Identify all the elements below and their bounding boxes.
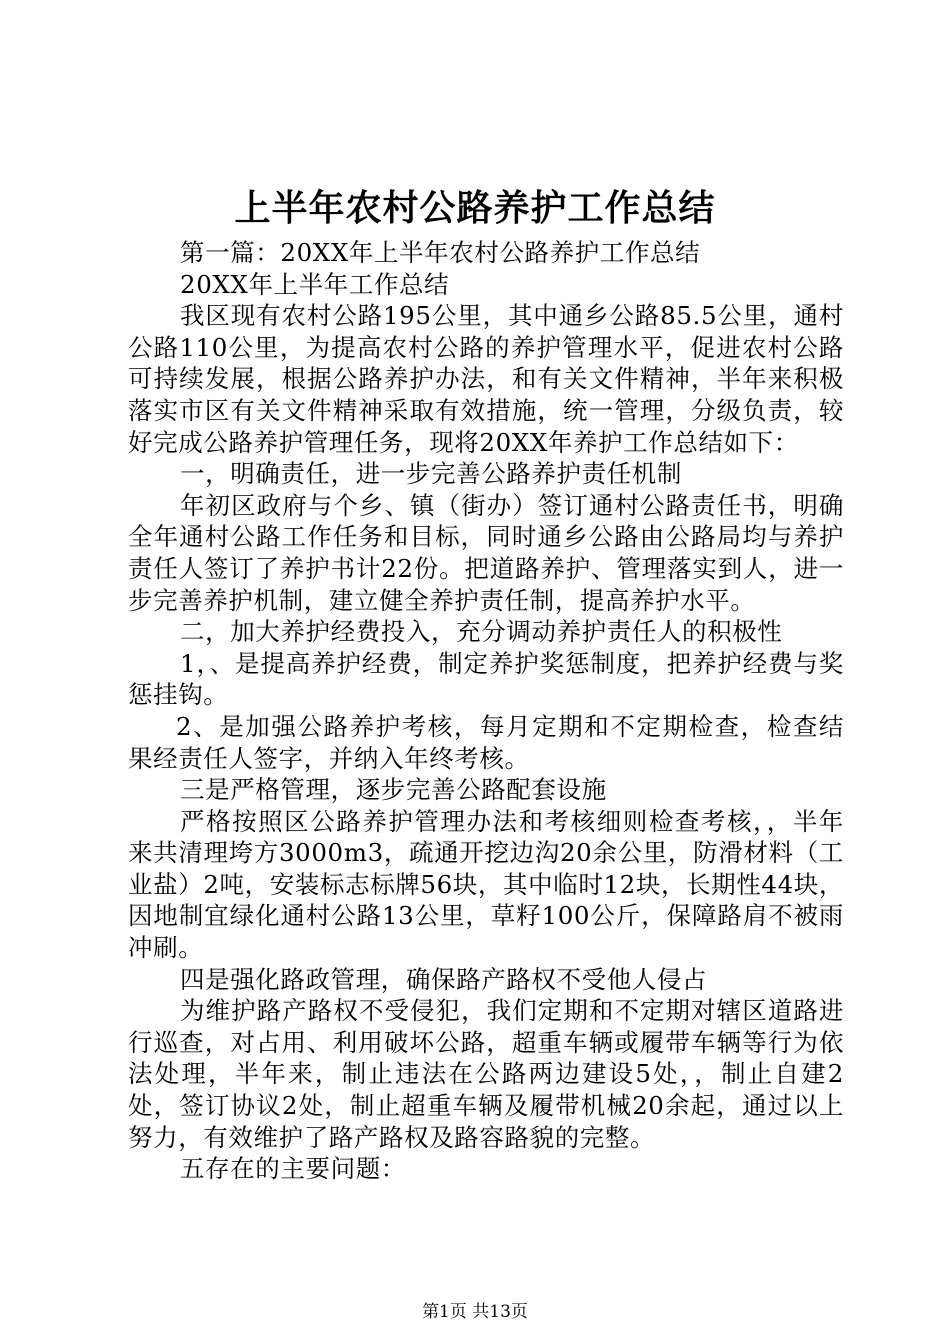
body-paragraph: 严格按照区公路养护管理办法和考核细则检查考核，，半年来共清理垮方3000m3，疏通开挖边沟20余公里，防滑材料（工业盐）2吨，安装标志标牌56块，其中临时12块，长期性44块，因地制宜绿化通村公路13公里，草籽100公斤，保障路肩不被雨冲刷。 bbox=[128, 806, 844, 963]
body-paragraph: 为维护路产路权不受侵犯，我们定期和不定期对辖区道路进行巡查，对占用、利用破坏公路，超重车辆或履带车辆等行为依法处理，半年来，制止违法在公路两边建设5处，，制止自建2处，签订协议2处，制止超重车辆及履带机械20余起，通过以上努力，有效维护了路产路权及路容路貌的完整。 bbox=[128, 996, 844, 1152]
document-title: 上半年农村公路养护工作总结 bbox=[234, 187, 716, 229]
section-heading: 五存在的主要问题： bbox=[180, 1154, 406, 1184]
section-heading: 四是强化路政管理，确保路产路权不受他人侵占 bbox=[180, 964, 708, 994]
body-paragraph: 2、是加强公路养护考核，每月定期和不定期检查，检查结果经责任人签字，并纳入年终考核。 bbox=[128, 711, 844, 773]
body-paragraph: 我区现有农村公路195公里，其中通乡公路85.5公里，通村公路110公里，为提高农村公路的养护管理水平，促进农村公路可持续发展，根据公路养护办法，和有关文件精神，半年来积极落实市区有关文件精神采取有效措施，统一管理，分级负责，较好完成公路养护管理任务，现将20XX年养护工作总结如下： bbox=[128, 301, 844, 457]
section-heading: 第一篇：20XX年上半年农村公路养护工作总结 bbox=[180, 238, 701, 267]
document-body bbox=[128, 237, 844, 1185]
subtitle: 20XX年上半年工作总结 bbox=[180, 269, 450, 299]
section-heading: 二，加大养护经费投入，充分调动养护责任人的积极性 bbox=[180, 617, 783, 647]
page-footer: 第1页 共13页 bbox=[422, 1302, 528, 1322]
body-paragraph: 1，、是提高养护经费，制定养护奖惩制度，把养护经费与奖惩挂钩。 bbox=[128, 648, 844, 710]
body-paragraph: 年初区政府与个乡、镇（街办）签订通村公路责任书，明确全年通村公路工作任务和目标，同时通乡公路由公路局均与养护责任人签订了养护书计22份。把道路养护、管理落实到人，进一步完善养护机制，建立健全养护责任制，提高养护水平。 bbox=[128, 490, 844, 615]
section-heading: 一，明确责任，进一步完善公路养护责任机制 bbox=[180, 459, 682, 489]
section-heading: 三是严格管理，逐步完善公路配套设施 bbox=[180, 775, 607, 805]
